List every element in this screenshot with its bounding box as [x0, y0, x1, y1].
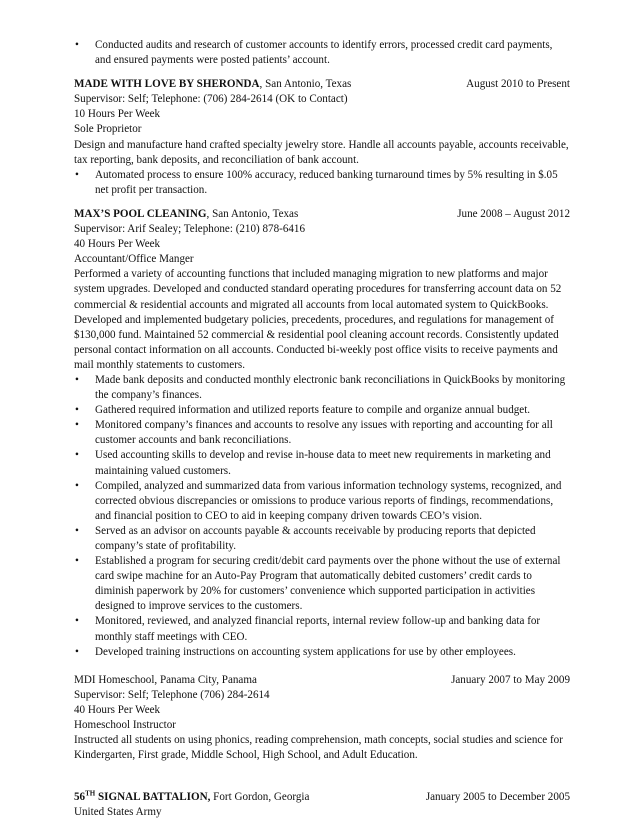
list-item: • Gathered required information and utilized reports feature to compile and organize annual budget.: [74, 403, 570, 418]
list-item: • Used accounting skills to develop and revise in-house data to meet new requirements in marketing and maintaining valued customers.: [74, 448, 570, 478]
job-header: [74, 77, 570, 92]
job-entry: [74, 207, 570, 660]
bullet-icon: •: [75, 524, 79, 537]
job-dates: January 2007 to May 2009: [451, 673, 570, 686]
job-header: [74, 790, 570, 805]
bullet-icon: •: [75, 419, 79, 432]
bullet-icon: •: [75, 479, 79, 492]
list-item: • Made bank deposits and conducted monthly electronic bank reconciliations in QuickBooks by monitoring the company’s finances.: [74, 373, 570, 403]
bullet-icon: •: [75, 645, 79, 658]
job-hours: 40 Hours Per Week: [74, 703, 161, 716]
employer-name: MADE WITH LOVE BY SHERONDA: [74, 78, 260, 91]
employer-name: MAX’S POOL CLEANING: [74, 207, 207, 220]
bullet-icon: •: [75, 404, 79, 417]
list-item: • Monitored, reviewed, and analyzed financial reports, internal review follow-up and banking data for monthly staff meetings with CEO.: [74, 614, 570, 644]
job-hours: 10 Hours Per Week: [74, 108, 161, 121]
bullet-icon: •: [75, 449, 79, 462]
job-header: [74, 207, 570, 222]
job-hours: 40 Hours Per Week: [74, 238, 161, 251]
bullet-icon: •: [75, 555, 79, 568]
job-dates: January 2005 to December 2005: [425, 791, 570, 804]
job-entry: [74, 790, 570, 820]
list-item: • Developed training instructions on accounting system applications for use by other employees.: [74, 645, 570, 660]
list-item: • Monitored company’s finances and accounts to resolve any issues with reporting and accounting for all customer accounts and bank reconciliations.: [74, 418, 570, 448]
job-supervisor: Supervisor: Arif Sealey; Telephone: (210) 878-6416: [74, 223, 306, 236]
job-supervisor: Supervisor: Self; Telephone (706) 284-2614: [74, 688, 270, 701]
list-item: • Automated process to ensure 100% accuracy, reduced banking turnaround times by 5% resulting in $.05 net profit per transaction.: [74, 168, 570, 198]
job-entry: [74, 673, 570, 764]
employer-name: MDI Homeschool, Panama City, Panama: [74, 673, 257, 686]
job-title: Accountant/Office Manger: [74, 253, 194, 266]
bullet-icon: •: [75, 615, 79, 628]
resume-page: [74, 38, 570, 821]
job-location: Fort Gordon, Georgia: [210, 791, 310, 804]
job-title: United States Army: [74, 806, 162, 819]
bullet-icon: •: [75, 373, 79, 386]
job-title: Sole Proprietor: [74, 123, 142, 136]
job-location: , San Antonio, Texas: [206, 207, 299, 220]
bullet-icon: •: [75, 168, 79, 181]
list-item: • Served as an advisor on accounts payable & accounts receivable by producing reports that depicted company’s state of profitability.: [74, 524, 570, 554]
bullet-icon: •: [75, 39, 79, 51]
job-location: , San Antonio, Texas: [259, 78, 352, 91]
employer-name: 56TH SIGNAL BATTALION,: [74, 789, 211, 804]
job-description: Instructed all students on using phonics, reading comprehension, math concepts, social studies and science for Kindergarten, First grade, Middle School, High School, and Adult Education.: [74, 734, 563, 762]
job-supervisor: Supervisor: Self; Telephone: (706) 284-2614 (OK to Contact): [74, 93, 348, 106]
job-title: Homeschool Instructor: [74, 719, 176, 732]
list-item: • Conducted audits and research of customer accounts to identify errors, processed credit card payments, and ensured payments were posted patients’ account.: [74, 38, 570, 68]
job-dates: June 2008 – August 2012: [457, 207, 570, 220]
job-entry: [74, 77, 570, 198]
list-item: • Compiled, analyzed and summarized data from various information technology systems, recognized, and corrected obvious discrepancies or omissions to produce various reports of findings, recommendations, and financial position to CEO to aid in keeping company driven towards CEO’s vision.: [74, 479, 570, 524]
list-item: • Established a program for securing credit/debit card payments over the phone without the use of external card swipe machine for an Auto-Pay Program that automatically debited customers’ credit cards to diminish paperwork by 20% for customers’ convenience which supported participation in activities designed to improve services to the customers.: [74, 554, 570, 614]
job-description: Performed a variety of accounting functions that included managing migration to new platforms and major system upgrades. Developed and conducted standard operating procedures for transferring account data on 52 commercial & residential accounts and migrated all accounts from local automated system to QuickBooks. Developed and implemented budgetary policies, precedents, procedures, and regulations for management of $130,000 fund. Maintained 52 commercial & residential pool cleaning account records. Consistently updated personal contact information on all accounts. Conducted bi-weekly post office visits to receive payments and mail monthly statements to customers.: [74, 268, 562, 371]
job-dates: August 2010 to Present: [466, 78, 570, 91]
job-description: Design and manufacture hand crafted specialty jewelry store. Handle all accounts payable, accounts receivable, tax reporting, bank deposits, and reconciliation of bank account.: [74, 138, 569, 166]
job-header: [74, 673, 570, 688]
